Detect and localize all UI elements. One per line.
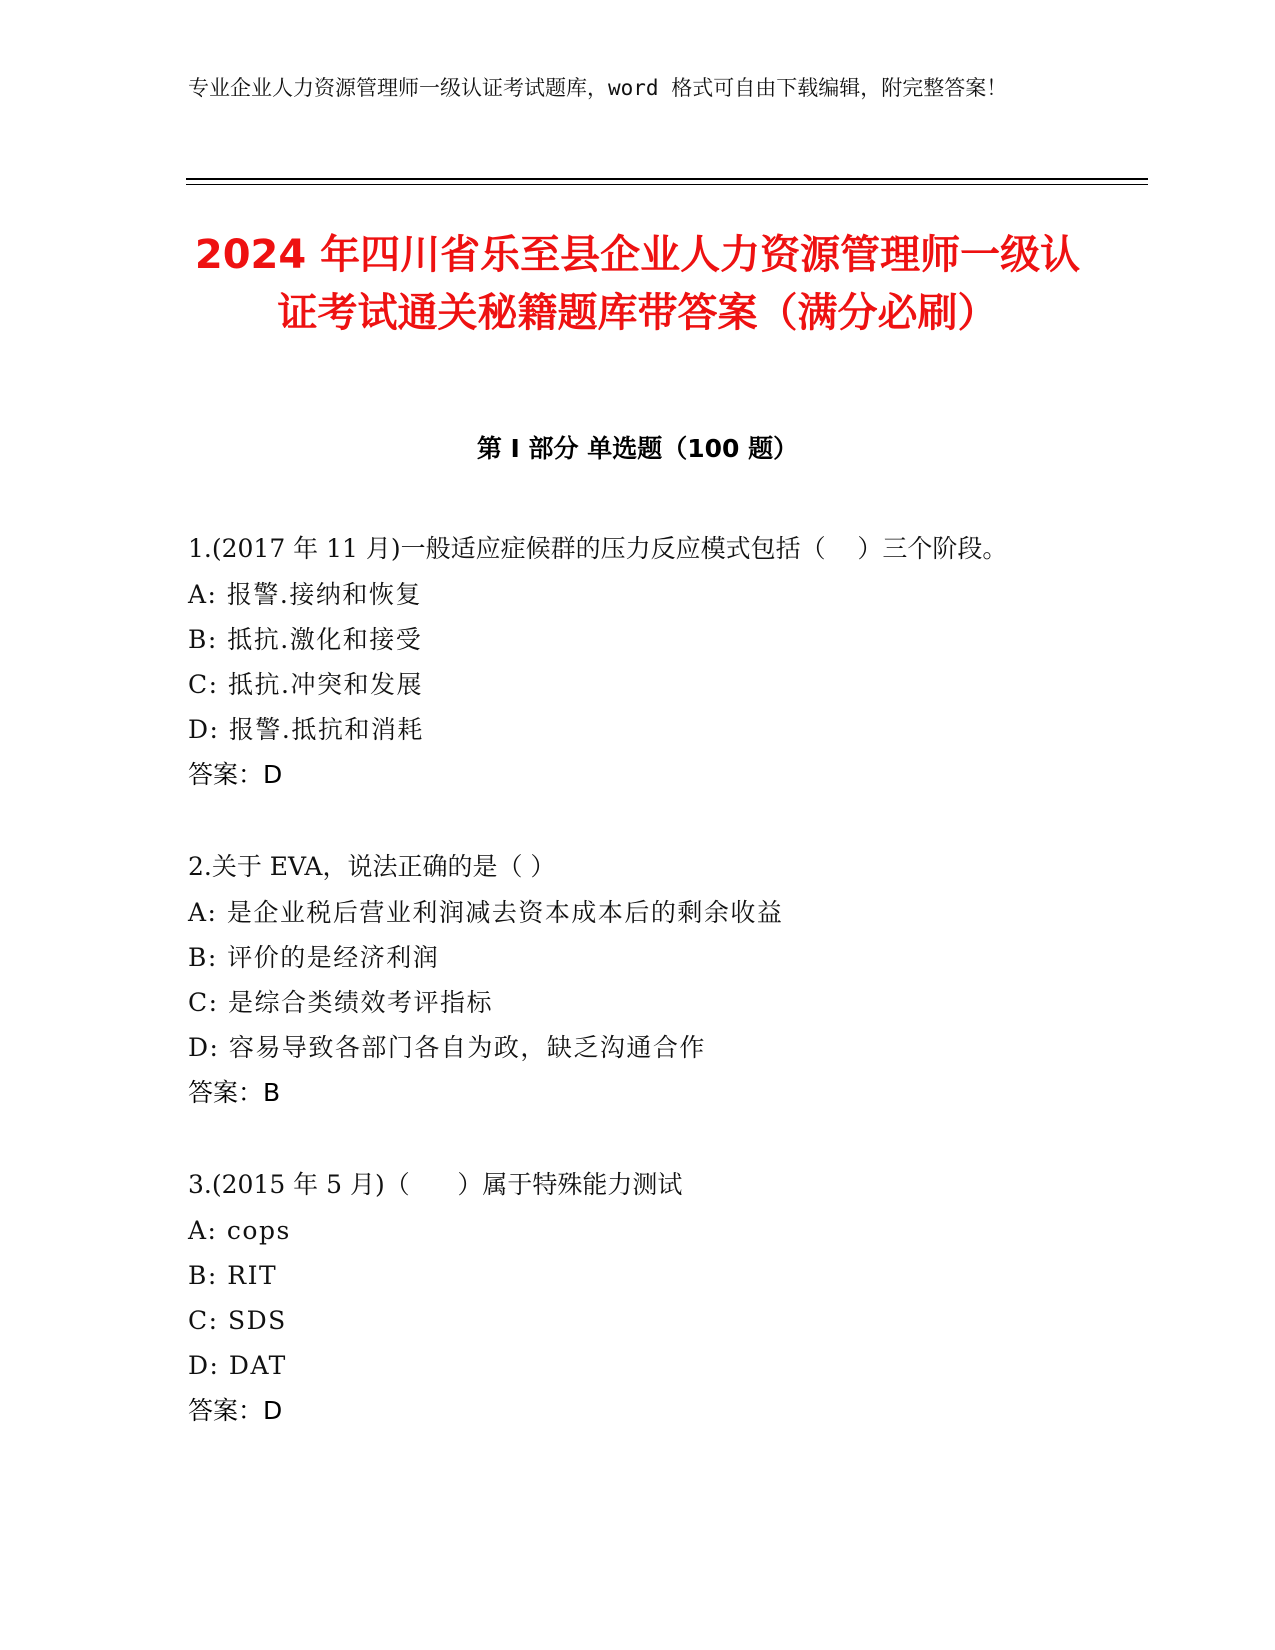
option-d: D: 报警.抵抗和消耗 [188,715,424,744]
option-b: B: 评价的是经济利润 [188,943,440,972]
option-c: C: 是综合类绩效考评指标 [188,988,493,1017]
section-heading: 第 I 部分 单选题（100 题） [476,434,799,463]
question-1 [188,526,1088,797]
question-stem: 1.(2017 年 11 月)一般适应症候群的压力反应模式包括（ ）三个阶段。 [188,534,1008,563]
option-d: D: 容易导致各部门各自为政，缺乏沟通合作 [188,1033,706,1062]
question-stem: 2.关于 EVA，说法正确的是（ ） [188,852,556,881]
question-stem: 3.(2015 年 5 月)（ ）属于特殊能力测试 [188,1170,683,1199]
answer: 答案：D [188,760,283,789]
question-2 [188,844,1088,1115]
question-3 [188,1162,1088,1433]
option-b: B: 抵抗.激化和接受 [188,625,423,654]
answer: 答案：B [188,1078,281,1107]
option-c: C: SDS [188,1306,287,1335]
option-b: B: RIT [188,1261,278,1290]
option-a: A: 报警.接纳和恢复 [188,580,422,609]
option-a: A: cops [188,1216,291,1245]
option-a: A: 是企业税后营业利润减去资本成本后的剩余收益 [188,898,784,927]
document-title: 2024 年四川省乐至县企业人力资源管理师一级认证考试通关秘籍题库带答案（满分必刷） [194,232,1081,336]
option-c: C: 抵抗.冲突和发展 [188,670,423,699]
header-note: 专业企业人力资源管理师一级认证考试题库，word 格式可自由下载编辑，附完整答案！ [188,76,1008,100]
answer: 答案：D [188,1396,283,1425]
question-list [188,526,1088,1480]
option-d: D: DAT [188,1351,287,1380]
header-rule-thick [186,178,1148,180]
header-rule-thin [186,184,1148,185]
